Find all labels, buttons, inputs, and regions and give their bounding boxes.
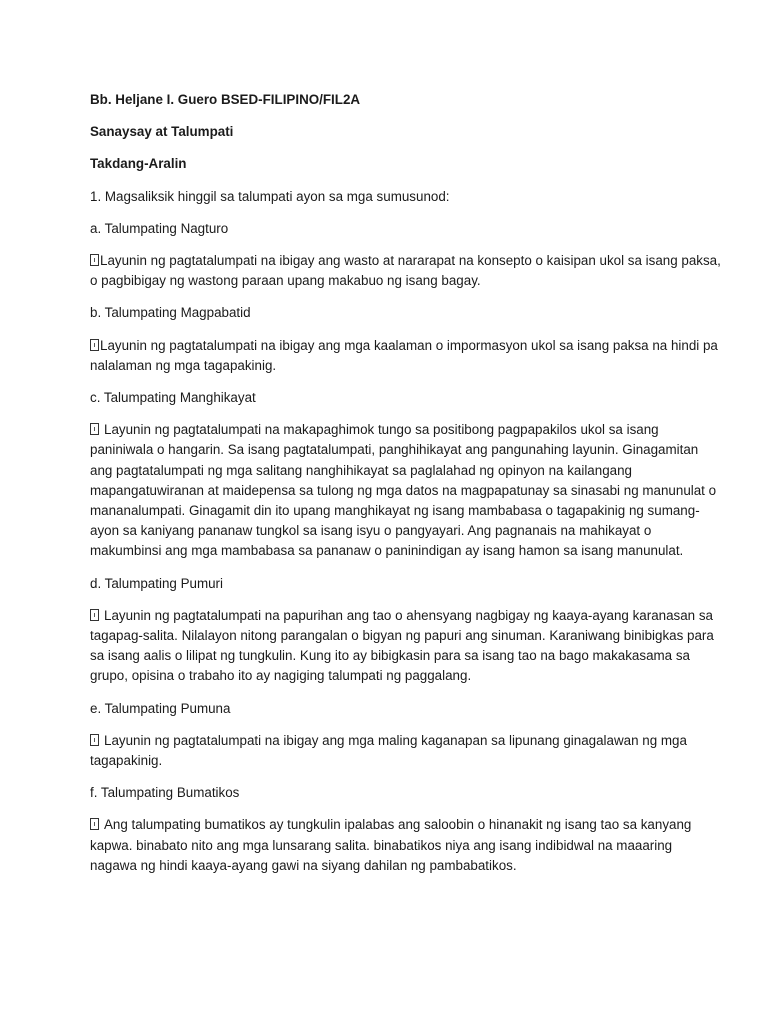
- section-body: [90, 731, 690, 771]
- body-line: [90, 440, 699, 460]
- body-text: nagawa ng hindi kaaya-ayang gawi na siyang dahilan ng pambabatikos.: [90, 857, 517, 873]
- section-heading: f. Talumpating Bumatikos: [90, 785, 240, 801]
- assignment-title: Takdang-Aralin: [90, 156, 187, 172]
- body-text: paniniwala o hangarin. Sa isang pagtatalumpati, panghihikayat ang pangunahing layunin. Ginagamitan: [90, 442, 699, 458]
- body-text: Layunin ng pagtatalumpati na makapaghimok tungo sa positibong pagpapakilos ukol sa isang: [104, 422, 659, 438]
- body-line: [90, 356, 690, 376]
- body-line: [90, 646, 690, 666]
- body-line: [90, 751, 690, 771]
- section-body: [90, 336, 718, 376]
- body-text: Layunin ng pagtatalumpati na ibigay ang mga maling kaganapan sa lipunang ginagalawan ng mga: [104, 732, 687, 748]
- subject-title: Sanaysay at Talumpati: [90, 124, 234, 140]
- author-line: Bb. Heljane I. Guero BSED-FILIPINO/FIL2A: [90, 92, 361, 107]
- body-line: [90, 336, 718, 356]
- missing-glyph-icon: [90, 609, 99, 621]
- section-body: [90, 420, 717, 561]
- body-line: [90, 626, 714, 646]
- body-line: [90, 481, 717, 501]
- body-line: [90, 541, 690, 561]
- body-text: ayon sa kaniyang pananaw tungkol sa isang isyu o pangyayari. Ang pagnanais na mahikayat o: [90, 523, 652, 539]
- body-text: tagapag-salita. Nilalayon nitong parangalan o bigyan ng papuri ang sinuman. Karaniwang binibigkas para: [90, 628, 714, 644]
- body-text: grupo, opisina o trabaho ito ay nagiging talumpati ng paggalang.: [90, 668, 472, 684]
- body-line: [90, 856, 690, 876]
- body-text: Layunin ng pagtatalumpati na papurihan ang tao o ahensyang nagbigay ng kaaya-ayang karanasan sa: [104, 607, 713, 623]
- missing-glyph-icon: [90, 423, 99, 435]
- missing-glyph-icon: [90, 818, 99, 830]
- question-text: 1. Magsaliksik hinggil sa talumpati ayon sa mga sumusunod:: [90, 188, 450, 204]
- body-line: [90, 606, 713, 626]
- body-line: [90, 521, 690, 541]
- body-line: [90, 461, 690, 481]
- body-text: Ang talumpating bumatikos ay tungkulin ipalabas ang saloobin o hinanakit ng isang tao sa kanyang: [104, 817, 692, 833]
- body-line: [90, 836, 690, 856]
- missing-glyph-icon: [90, 339, 99, 351]
- body-line: [90, 501, 700, 521]
- section-body: [90, 251, 721, 291]
- section-heading: b. Talumpating Magpabatid: [90, 305, 251, 321]
- body-text: makumbinsi ang mga mambabasa sa pananaw o paninindigan ay isang hamon sa isang manunulat.: [90, 543, 684, 559]
- body-text: mananalumpati. Ginagamit din ito upang manghikayat ng isang mambabasa o tagapakinig ng sumang-: [90, 503, 700, 519]
- body-text: mapangatuwiranan at maidepensa sa tulong ng mga datos na magpapatunay sa sinasabi ng manunulat o: [90, 482, 717, 498]
- missing-glyph-icon: [90, 734, 99, 746]
- body-text: kapwa. binabato nito ang mga lunsarang salita. binabatikos niya ang isang indibidwal na maaaring: [90, 837, 673, 853]
- body-line: [90, 731, 690, 751]
- section-heading: d. Talumpating Pumuri: [90, 575, 223, 591]
- document-page: [90, 90, 721, 876]
- body-line: [90, 251, 721, 271]
- section-heading: e. Talumpating Pumuna: [90, 700, 231, 716]
- sections-list: [90, 219, 721, 876]
- body-text: Layunin ng pagtatalumpati na ibigay ang wasto at nararapat na konsepto o kaisipan ukol sa isang paksa,: [100, 253, 721, 269]
- body-line: [90, 815, 690, 835]
- section-body: [90, 606, 714, 687]
- body-text: Layunin ng pagtatalumpati na ibigay ang mga kaalaman o impormasyon ukol sa isang paksa na hindi pa: [100, 337, 718, 353]
- body-line: [90, 271, 690, 291]
- section-heading: c. Talumpating Manghikayat: [90, 390, 256, 406]
- body-text: sa isang aalis o lilipat ng tungkulin. Kung ito ay bibigkasin para sa isang tao na bago makakasama sa: [90, 648, 690, 664]
- body-text: o pagbibigay ng wastong paraan upang makabuo ng isang bagay.: [90, 273, 481, 289]
- body-text: ang pagtatalumpati ng mga salitang nanghihikayat sa paglalahad ng opinyon na kailangang: [90, 462, 632, 478]
- body-text: nalalaman ng mga tagapakinig.: [90, 357, 277, 373]
- body-line: [90, 666, 690, 686]
- body-text: tagapakinig.: [90, 753, 163, 769]
- missing-glyph-icon: [90, 254, 99, 266]
- section-heading: a. Talumpating Nagturo: [90, 220, 229, 236]
- body-line: [90, 420, 690, 440]
- section-body: [90, 815, 690, 876]
